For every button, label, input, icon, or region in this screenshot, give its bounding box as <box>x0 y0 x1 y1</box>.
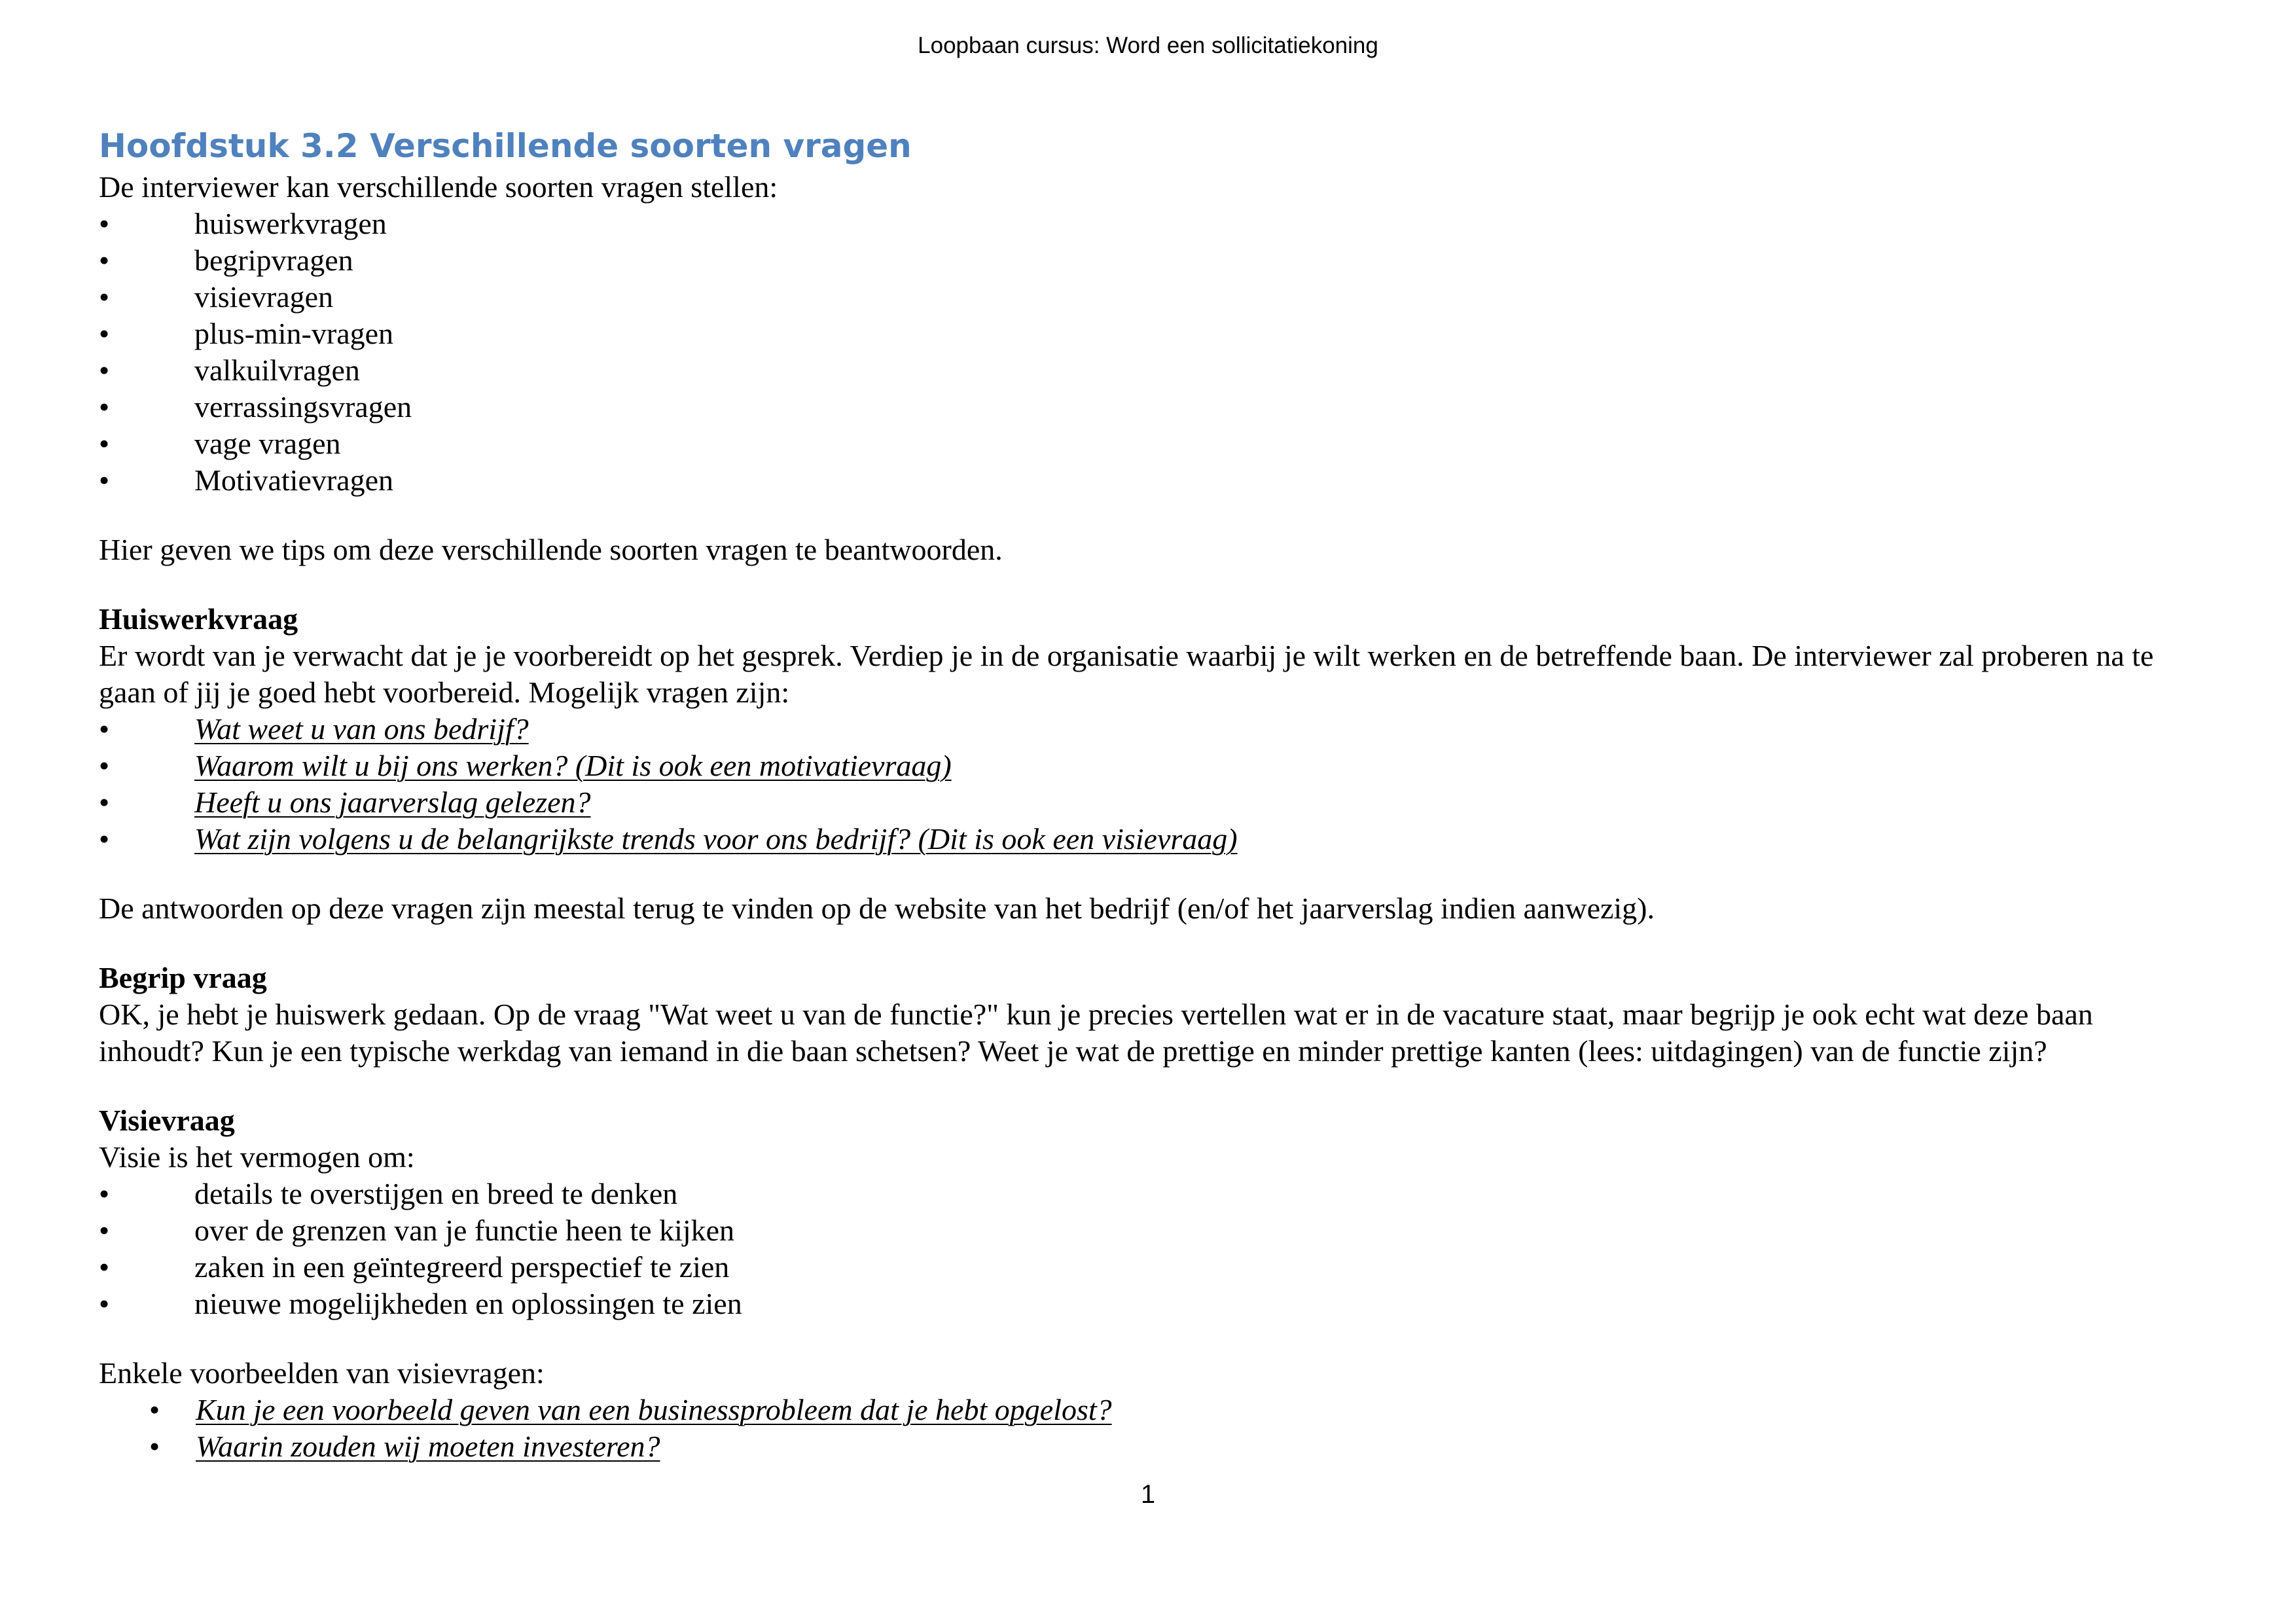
list-item: • zaken in een geïntegreerd perspectief te zien <box>99 1249 2193 1286</box>
list-item: • vage vragen <box>99 425 2193 462</box>
visie-text: Visie is het vermogen om: <box>99 1140 415 1174</box>
visie-heading: Visievraag <box>99 1104 235 1137</box>
list-item: • Motivatievragen <box>99 462 2193 499</box>
list-item <box>99 711 2193 748</box>
document-body <box>99 126 2193 1465</box>
visie-abilities-list <box>99 1176 2193 1322</box>
tips-intro: Hier geven we tips om deze verschillende soorten vragen te beantwoorden. <box>99 533 1003 566</box>
begrip-text: OK, je hebt je huiswerk gedaan. Op de vraag "Wat weet u van de functie?" kun je precies vertellen wat er in de vacature staat, maar begrijp je ook echt wat deze baan inhoudt? Kun je een typische werkdag van iemand in die baan schetsen? Weet je wat de prettige en minder prettige kanten (lees: uitdagingen) van de functie zijn? <box>99 998 2093 1068</box>
chapter-title: Hoofdstuk 3.2 Verschillende soorten vragen <box>99 127 912 165</box>
list-item: • verrassingsvragen <box>99 389 2193 425</box>
example-question: Kun je een voorbeeld geven van een businessprobleem dat je hebt opgelost? <box>196 1393 1112 1426</box>
list-item <box>99 748 2193 784</box>
list-item: • valkuilvragen <box>99 352 2193 389</box>
list-item: • plus-min-vragen <box>99 316 2193 352</box>
visie-examples-intro: Enkele voorbeelden van visievragen: <box>99 1356 545 1390</box>
example-question: Heeft u ons jaarverslag gelezen? <box>194 785 591 819</box>
list-item: • visievragen <box>99 279 2193 316</box>
running-header: Loopbaan cursus: Word een sollicitatiekoning <box>918 33 1378 58</box>
example-question: Wat weet u van ons bedrijf? <box>194 712 529 746</box>
example-question: Waarom wilt u bij ons werken? (Dit is ook een motivatievraag) <box>194 749 952 782</box>
list-item: • begripvragen <box>99 242 2193 279</box>
list-item: • details te overstijgen en breed te denken <box>99 1176 2193 1212</box>
question-types-list <box>99 206 2193 499</box>
huiswerk-heading: Huiswerkvraag <box>99 602 298 636</box>
list-item <box>99 1392 2193 1428</box>
example-question: Waarin zouden wij moeten investeren? <box>196 1430 660 1463</box>
example-question: Wat zijn volgens u de belangrijkste trends voor ons bedrijf? (Dit is ook een visievraag) <box>194 822 1238 856</box>
begrip-heading: Begrip vraag <box>99 961 267 994</box>
list-item <box>99 821 2193 857</box>
list-item: • huiswerkvragen <box>99 206 2193 242</box>
huiswerk-questions-list <box>99 711 2193 857</box>
list-item: • nieuwe mogelijkheden en oplossingen te zien <box>99 1286 2193 1322</box>
list-item: • over de grenzen van je functie heen te kijken <box>99 1212 2193 1249</box>
list-item <box>99 784 2193 821</box>
list-item <box>99 1428 2193 1465</box>
visie-examples-list <box>99 1392 2193 1465</box>
intro-text: De interviewer kan verschillende soorten vragen stellen: <box>99 170 778 204</box>
huiswerk-text: Er wordt van je verwacht dat je je voorbereidt op het gesprek. Verdiep je in de organisatie waarbij je wilt werken en de betreffende baan. De interviewer zal proberen na te gaan of jij je goed hebt voorbereid. Mogelijk vragen zijn: <box>99 639 2154 709</box>
huiswerk-answer-note: De antwoorden op deze vragen zijn meestal terug te vinden op de website van het bedrijf (en/of het jaarverslag indien aanwezig). <box>99 892 1655 925</box>
page-number: 1 <box>1140 1480 1156 1509</box>
